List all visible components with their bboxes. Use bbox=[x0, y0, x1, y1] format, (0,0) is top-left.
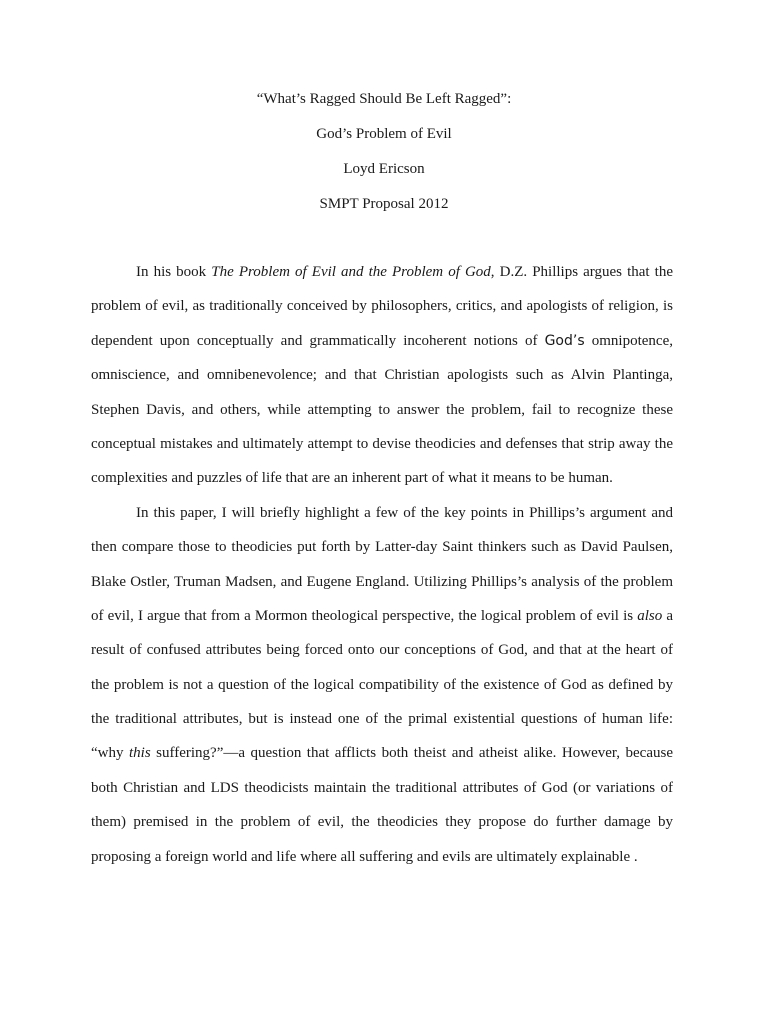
book-title: The Problem of Evil and the Problem of God bbox=[211, 264, 491, 280]
paragraph-1-line-3: dependent upon conceptually and grammatically incoherent notions of God’s omnipotence, bbox=[91, 332, 673, 349]
paragraph-1-line-7: complexities and puzzles of life that are an inherent part of what it means to be human. bbox=[91, 470, 613, 487]
paragraph-2-line-3: Blake Ostler, Truman Madsen, and Eugene England. Utilizing Phillips’s analysis of the problem bbox=[91, 573, 673, 590]
paragraph-2-line-6: the problem is not a question of the logical compatibility of the existence of God as defined by bbox=[91, 676, 673, 693]
paragraph-1-line-5: Stephen Davis, and others, while attempting to answer the problem, fail to recognize these bbox=[91, 401, 673, 418]
body-text bbox=[91, 255, 673, 874]
paragraph-2-line-10: them) premised in the problem of evil, the theodicies they propose do further damage by bbox=[91, 814, 673, 831]
paragraph-2-line-2: then compare those to theodicies put forth by Latter-day Saint thinkers such as David Paulsen, bbox=[91, 539, 673, 556]
emphasis-this: this bbox=[128, 745, 151, 762]
paragraph-2-line-7: the traditional attributes, but is instead one of the primal existential questions of human life: bbox=[91, 711, 673, 728]
paragraph-2-line-11: proposing a foreign world and life where all suffering and evils are ultimately explainable . bbox=[91, 848, 638, 865]
document-subtitle: God’s Problem of Evil bbox=[316, 126, 452, 142]
paragraph-2-line-1: In this paper, I will briefly highlight a few of the key points in Phillips’s argument and bbox=[136, 504, 673, 521]
paragraph-1-line-1: In his book The Problem of Evil and the Problem of God, D.Z. Phillips argues that the bbox=[136, 264, 674, 280]
document-title: “What’s Ragged Should Be Left Ragged”: bbox=[256, 91, 512, 107]
paragraph-2-line-8: “why this suffering?”—a question that afflicts both theist and atheist alike. However, because bbox=[91, 745, 673, 762]
paragraph-1-line-4: omniscience, and omnibenevolence; and that Christian apologists such as Alvin Plantinga, bbox=[91, 367, 673, 384]
paragraph-2-line-5: result of confused attributes being forced onto our conceptions of God, and that at the heart of bbox=[91, 642, 673, 659]
paragraph-1-line-2: problem of evil, as traditionally conceived by philosophers, critics, and apologists of religion, is bbox=[91, 298, 673, 315]
paragraph-2-line-4: of evil, I argue that from a Mormon theological perspective, the logical problem of evil is also a bbox=[91, 607, 673, 624]
emphasis-also: also bbox=[637, 607, 663, 624]
paragraph-1-line-6: conceptual mistakes and ultimately attempt to devise theodicies and defenses that strip away the bbox=[91, 435, 673, 452]
paragraph-2-line-9: both Christian and LDS theodicists maintain the traditional attributes of God (or variations of bbox=[91, 779, 673, 796]
proposal-label: SMPT Proposal 2012 bbox=[319, 196, 449, 212]
title-block bbox=[0, 82, 768, 222]
author-name: Loyd Ericson bbox=[343, 161, 425, 177]
